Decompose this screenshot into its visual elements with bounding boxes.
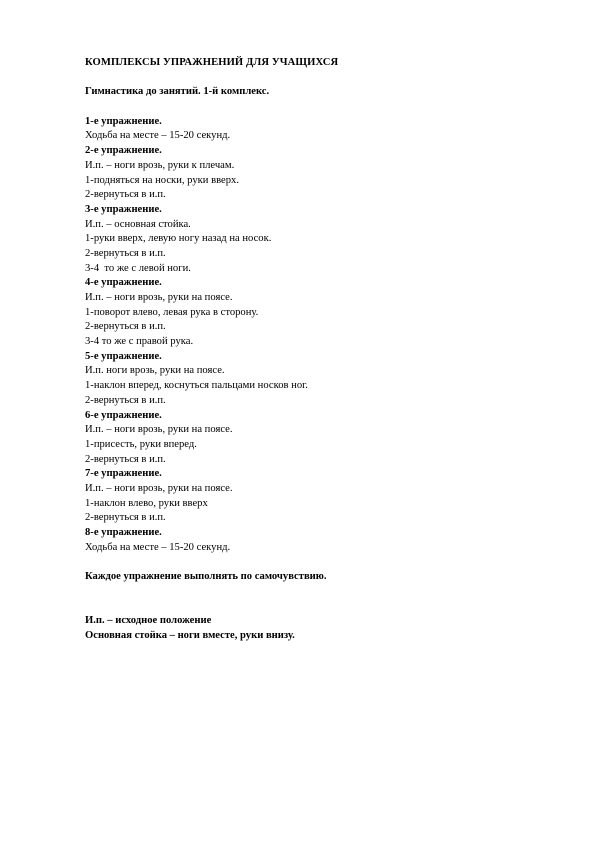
exercise-line: И.п. – ноги врозь, руки к плечам.: [85, 159, 235, 171]
exercise-heading: 7-е упражнение.: [85, 468, 162, 480]
exercise-line: Ходьба на месте – 15-20 секунд.: [85, 541, 231, 553]
exercise-heading: 1-е упражнение.: [85, 115, 162, 127]
exercise-heading: 8-е упражнение.: [85, 527, 162, 538]
spacer: [85, 585, 555, 614]
exercise-heading: 2-е упражнение.: [85, 145, 162, 157]
exercise-line: 2-вернуться в и.п.: [85, 247, 166, 259]
exercise-line: И.п. – ноги врозь, руки на поясе.: [85, 482, 233, 494]
exercise-line: 2-вернуться в и.п.: [85, 512, 166, 524]
document-note: Каждое упражнение выполнять по самочувствию.: [85, 571, 327, 583]
exercise-heading: 3-е упражнение.: [85, 203, 162, 215]
exercise-line: 1-поворот влево, левая рука в сторону.: [85, 306, 259, 318]
exercise-line: Ходьба на месте – 15-20 секунд.: [85, 130, 231, 142]
exercise-line: 3-4 то же с левой ноги.: [85, 262, 191, 274]
exercise-line: И.п. – ноги врозь, руки на поясе.: [85, 424, 233, 436]
document-body: [85, 56, 555, 644]
definition-line: Основная стойка – ноги вместе, руки внизу.: [85, 629, 295, 641]
exercise-line: 1-присесть, руки вперед.: [85, 438, 197, 450]
exercise-line: 2-вернуться в и.п.: [85, 189, 166, 201]
exercise-line: 2-вернуться в и.п.: [85, 453, 166, 465]
exercise-heading: 5-е упражнение.: [85, 350, 162, 362]
spacer: [85, 555, 555, 570]
document-subtitle: Гимнастика до занятий. 1-й комплекс.: [85, 86, 270, 98]
exercise-line: И.п. ноги врозь, руки на поясе.: [85, 365, 225, 377]
exercise-line: 1-руки вверх, левую ногу назад на носок.: [85, 233, 272, 245]
definition-line: И.п. – исходное положение: [85, 615, 212, 627]
exercise-line: 1-подняться на носки, руки вверх.: [85, 174, 239, 186]
exercise-heading: 6-е упражнение.: [85, 409, 162, 421]
exercise-line: 2-вернуться в и.п.: [85, 394, 166, 406]
spacer: [85, 100, 555, 115]
exercise-line: 1-наклон вперед, коснуться пальцами носков ног.: [85, 380, 308, 392]
exercise-line: 3-4 то же с правой рука.: [85, 336, 194, 348]
exercise-line: 1-наклон влево, руки вверх: [85, 497, 208, 509]
spacer: [85, 71, 555, 86]
document-title: КОМПЛЕКСЫ УПРАЖНЕНИЙ ДЛЯ УЧАЩИХСЯ: [85, 57, 339, 68]
exercise-line: И.п. – ноги врозь, руки на поясе.: [85, 292, 233, 303]
exercise-line: И.п. – основная стойка.: [85, 218, 191, 230]
exercise-heading: 4-е упражнение.: [85, 277, 162, 289]
exercise-line: 2-вернуться в и.п.: [85, 321, 166, 333]
